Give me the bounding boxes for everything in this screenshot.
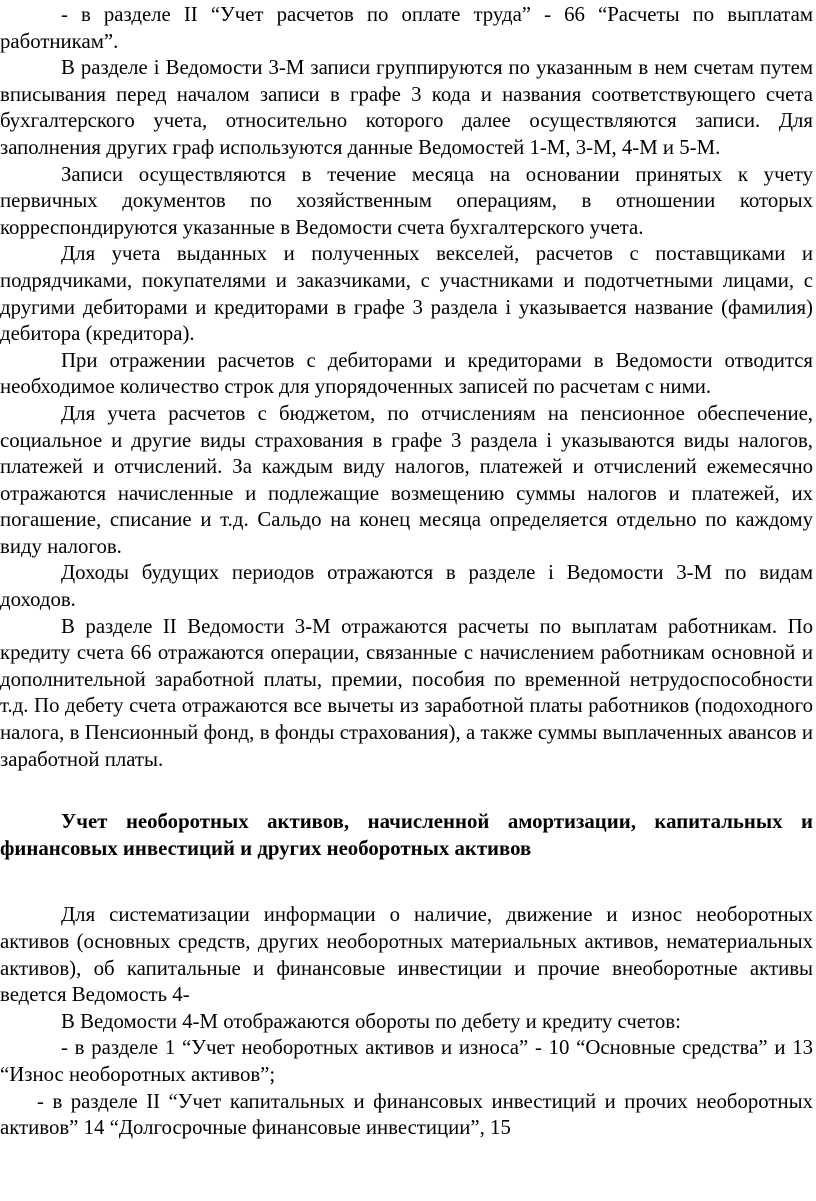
- list-item-section-2-assets: - в разделе II “Учет капитальных и финансовых инвестиций и прочих необоротных активов” 14 “Долгосрочные финансовые инвестиции”, 15: [0, 1089, 813, 1140]
- section-heading: Учет необоротных активов, начисленной амортизации, капитальных и финансовых инвестиций и других необоротных активов: [0, 810, 813, 860]
- paragraph: Для учета выданных и полученных векселей, расчетов с поставщиками и подрядчиками, покупателями и заказчиками, с участниками и подотчетными лицами, с другими дебиторами и кредиторами в графе 3 раздела і указывается название (фамилия) дебитора (кредитора).: [0, 242, 813, 346]
- paragraph: Для учета расчетов с бюджетом, по отчислениям на пенсионное обеспечение, социальное и другие виды страхования в графе 3 раздела і указываются виды налогов, платежей и отчислений. За каждым виду налогов, платежей и отчислений ежемесячно отражаются начисленные и подлежащие возмещению суммы налогов и платежей, их погашение, списание и т.д. Сальдо на конец месяца определяется отдельно по каждому виду налогов.: [0, 401, 813, 558]
- paragraph: В разделе II Ведомости 3-М отражаются расчеты по выплатам работникам. По кредиту счета 66 отражаются операции, связанные с начислением работникам основной и дополнительной заработной платы, премии, пособия по временной нетрудоспособности т.д. По дебету счета отражаются все вычеты из заработной платы работников (подоходного налога, в Пенсионный фонд, в фонды страхования), а также суммы выплаченных авансов и заработной платы.: [0, 614, 813, 771]
- list-item-section-1: - в разделе 1 “Учет необоротных активов и износа” - 10 “Основные средства” и 13 “Износ необоротных активов”;: [0, 1036, 813, 1086]
- paragraph: Доходы будущих периодов отражаются в разделе і Ведомости 3-М по видам доходов.: [0, 561, 813, 612]
- paragraph: Для систематизации информации о наличие, движение и износ необоротных активов (основных средств, других необоротных материальных активов, нематериальных активов), об капитальные и финансовые инвестиции и прочие внеоборотные активы ведется Ведомость 4-: [0, 903, 813, 1007]
- paragraph: При отражении расчетов с дебиторами и кредиторами в Ведомости отводится необходимое количество строк для упорядоченных записей по расчетам с ними.: [0, 348, 813, 399]
- list-item-section-2: - в разделе II “Учет расчетов по оплате труда” - 66 “Расчеты по выплатам работникам”.: [0, 3, 813, 53]
- paragraph: Записи осуществляются в течение месяца на основании принятых к учету первичных документов по хозяйственным операциям, в отношении которых корреспондируются указанные в Ведомости счета бухгалтерского учета.: [0, 162, 813, 239]
- paragraph: В разделе і Ведомости 3-М записи группируются по указанным в нем счетам путем вписывания перед началом записи в графе 3 кода и названия соответствующего счета бухгалтерского учета, относительно которого далее осуществляются записи. Для заполнения других граф используются данные Ведомостей 1-М, 3-М, 4-М и 5-М.: [0, 56, 813, 159]
- paragraph: В Ведомости 4-М отображаются обороты по дебету и кредиту счетов:: [61, 1009, 681, 1033]
